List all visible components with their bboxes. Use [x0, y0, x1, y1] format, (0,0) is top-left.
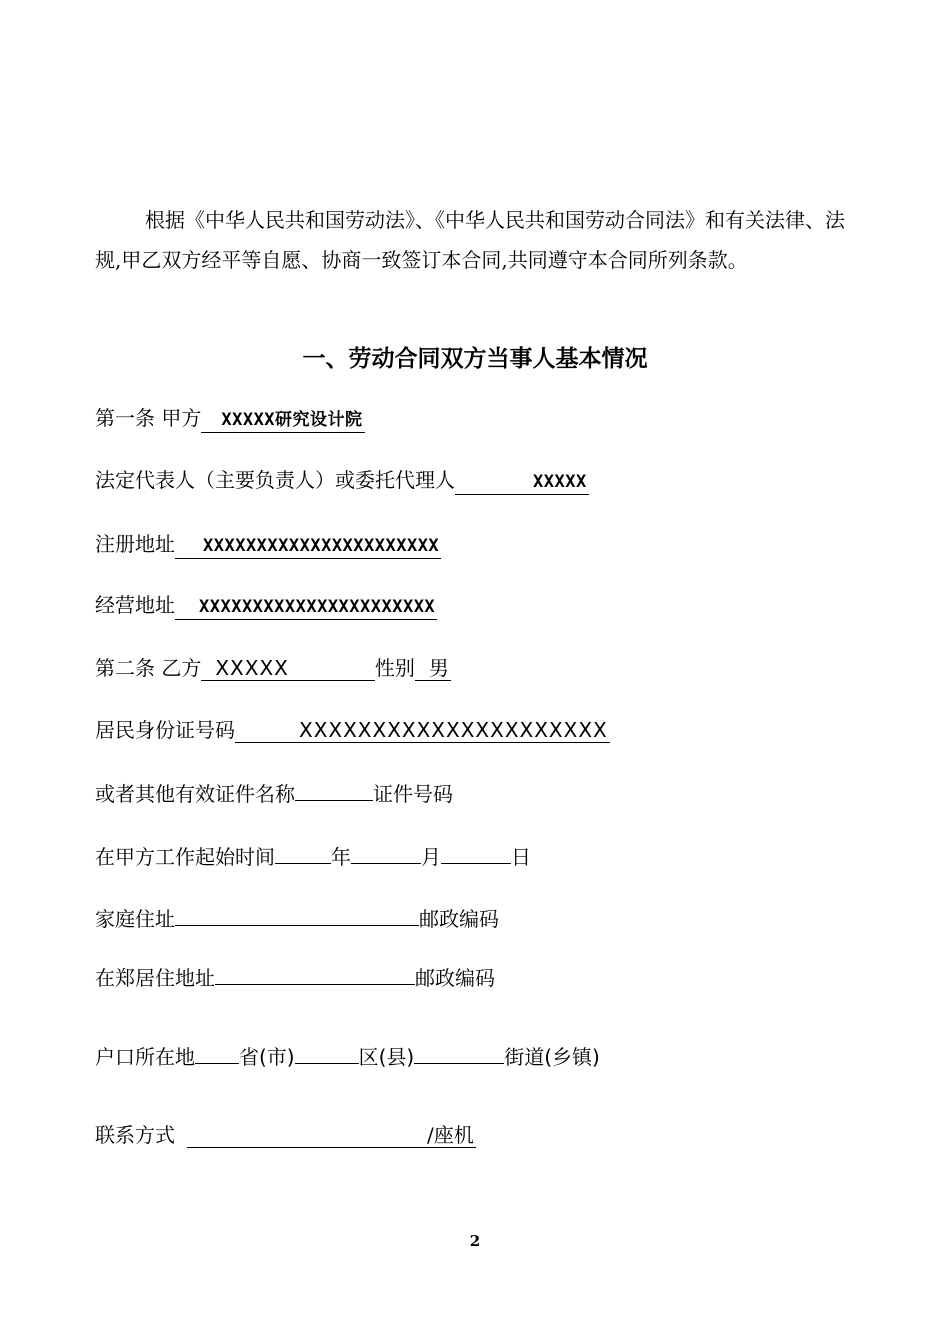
- biz-address-field[interactable]: XXXXXXXXXXXXXXXXXXXXXX: [175, 595, 437, 620]
- biz-address-row: [95, 591, 437, 620]
- zz-address-label: 在郑居住地址: [95, 966, 215, 990]
- start-day-field[interactable]: [441, 841, 511, 864]
- intro-paragraph: 根据《中华人民共和国劳动法》、《中华人民共和国劳动合同法》和有关法律、法规,甲乙双方经平等自愿、协商一致签订本合同,共同遵守本合同所列条款。: [95, 208, 845, 272]
- party-a-label: 第一条 甲方: [95, 406, 202, 430]
- home-address-label: 家庭住址: [95, 907, 175, 931]
- home-address-row: [95, 903, 499, 933]
- other-id-row: [95, 778, 453, 808]
- gender-field[interactable]: 男: [415, 656, 451, 681]
- hukou-label: 户口所在地: [95, 1045, 195, 1069]
- start-date-label: 在甲方工作起始时间: [95, 845, 275, 869]
- party-b-row: [95, 654, 451, 682]
- legal-rep-label: 法定代表人（主要负责人）或委托代理人: [95, 468, 455, 492]
- biz-address-label: 经营地址: [95, 593, 175, 617]
- hukou-street-label: 街道(乡镇): [504, 1045, 600, 1069]
- contact-label: 联系方式: [95, 1123, 175, 1147]
- start-year-field[interactable]: [275, 841, 331, 864]
- home-postcode-label: 邮政编码: [419, 907, 499, 931]
- hukou-district-field[interactable]: [295, 1041, 359, 1064]
- id-number-field[interactable]: XXXXXXXXXXXXXXXXXXXXX: [235, 718, 610, 743]
- party-b-label: 第二条 乙方: [95, 656, 202, 680]
- day-label: 日: [511, 845, 531, 869]
- start-month-field[interactable]: [351, 841, 421, 864]
- other-id-number-label: 证件号码: [373, 782, 453, 806]
- hukou-district-label: 区(县): [358, 1045, 415, 1069]
- id-number-row: [95, 716, 610, 744]
- page-number: 2: [469, 1232, 481, 1250]
- month-label: 月: [421, 845, 441, 869]
- contact-field[interactable]: /座机: [187, 1123, 476, 1148]
- reg-address-label: 注册地址: [95, 532, 175, 556]
- party-a-row: [95, 404, 365, 433]
- hukou-province-field[interactable]: [195, 1041, 239, 1064]
- other-id-name-field[interactable]: [295, 778, 373, 801]
- legal-rep-field[interactable]: XXXXX: [455, 470, 589, 495]
- hukou-row: [95, 1041, 600, 1071]
- zz-postcode-label: 邮政编码: [415, 966, 495, 990]
- hukou-province-label: 省(市): [239, 1045, 295, 1069]
- party-a-field[interactable]: XXXXX研究设计院: [201, 408, 364, 433]
- other-id-label: 或者其他有效证件名称: [95, 782, 295, 806]
- id-number-label: 居民身份证号码: [95, 718, 235, 742]
- zz-address-row: [95, 962, 495, 992]
- contact-row: [95, 1121, 476, 1149]
- section-heading: 一、劳动合同双方当事人基本情况: [302, 346, 648, 372]
- legal-rep-row: [95, 466, 589, 495]
- party-b-field[interactable]: XXXXX: [201, 656, 375, 681]
- start-date-row: [95, 841, 531, 871]
- home-address-field[interactable]: [175, 903, 419, 926]
- reg-address-field[interactable]: XXXXXXXXXXXXXXXXXXXXXX: [175, 534, 441, 559]
- hukou-street-field[interactable]: [414, 1041, 504, 1064]
- zz-address-field[interactable]: [215, 962, 415, 985]
- gender-label: 性别: [374, 656, 415, 680]
- reg-address-row: [95, 530, 441, 559]
- year-label: 年: [331, 845, 351, 869]
